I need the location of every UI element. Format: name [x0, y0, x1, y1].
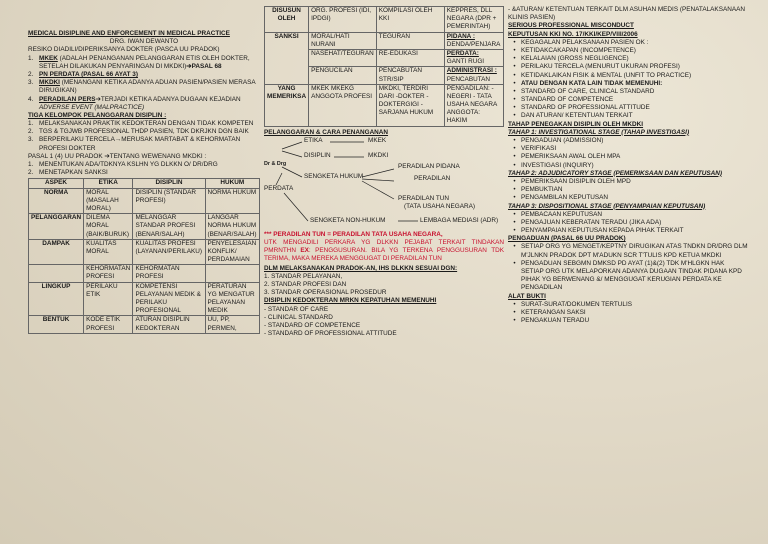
list-item: [508, 178, 748, 186]
bullet: •: [513, 112, 516, 120]
item-text: (MENANGANI KETIKA ADANYA ADUAN PASIEN/PASIEN MERASA DIRUGIKAN): [39, 79, 256, 95]
item-head: PN PERDATA (PASAL 66 AYAT 3): [39, 70, 138, 78]
bullet: •: [513, 317, 516, 325]
list-item: [28, 96, 260, 112]
arrow: [276, 173, 282, 185]
item-number: 3.: [28, 79, 34, 87]
red-text-b: : PENGGUSURAN. BILA YG TERKENA PENGGUSURAN TDK TERIMA, MAKA MEREKA MENGGUGAT DI PERADILAN TUN: [264, 247, 504, 263]
arrow: [282, 167, 302, 177]
item-number: 3.: [28, 136, 34, 144]
table-cell: LANGGAR NORMA HUKUM (BENAR/SALAH): [205, 214, 259, 240]
cell: PENCABUTAN STR/SIP: [376, 67, 444, 84]
item-text: VERIFIKASI: [521, 145, 557, 153]
item-text: STANDARD OF PROFESSIONAL ATTITUDE: [521, 104, 650, 112]
table-row: [29, 214, 260, 240]
label-mkdki: MKDKI: [368, 151, 389, 159]
cell: NASEHAT/TEGURAN: [309, 49, 377, 66]
label-disiplin: DISIPLIN: [304, 151, 331, 159]
bullet: •: [513, 79, 516, 87]
item-text: STANDARD OF CARE, CLINICAL STANDARD: [521, 87, 655, 95]
label-tun: PERADILAN TUN: [398, 194, 450, 202]
item-number: 2.: [28, 70, 34, 78]
top-text: - &ATURAN/ KETENTUAN TERKAIT DLM ASUHAN MEDIS (PENATALAKSANAAN KLINIS PASIEN): [508, 6, 745, 22]
column-right: [508, 6, 748, 325]
cell: [444, 32, 503, 49]
row-header: DAMPAK: [29, 239, 84, 265]
table-row: [265, 7, 504, 33]
item-head: MKDKI: [39, 79, 60, 87]
arrow: [362, 179, 394, 181]
list-item: [508, 145, 748, 153]
cell: PENGADILAN: - NEGERI - TATA USAHA NEGARA ANGGOTA: HAKIM: [444, 84, 503, 126]
list-item: [508, 137, 748, 145]
comparison-table: [264, 6, 504, 127]
list-item: [28, 79, 260, 95]
item-text: PENGAJUAN KEBERATAN TERADU (JIKA ADA): [521, 218, 662, 226]
disiplin-title: DISIPLIN KEDOKTERAN MRKN KEPATUHAN MEMENUHI: [264, 297, 437, 305]
stage1-title: TAHAP 1: INVESTIGATIONAL STAGE (TAHAP INVESTIGASI): [508, 128, 690, 136]
list-item: - STANDARD OF COMPETENCE: [264, 321, 361, 329]
item-body: [39, 79, 260, 95]
item-text: ➔TERJADI KETIKA ADANYA DUGAAN KEJADIAN: [95, 95, 241, 103]
column-middle: [264, 6, 504, 338]
item-text: DAN ATURAN/ KETENTUAN TERKAIT: [521, 112, 633, 120]
item-text: PENGADUAN SEBGMN DMKSD PD AYAT (1)&(2) TDK M'HLGKN HAK SETIAP ORG UTK MELAPORKAN ADANYA DUGAAN TINDAK PIDANA KPD PIHAK YG BERWENANG &/ MENGGUGAT KERUGIAN PERDATA KE PENGADILAN: [521, 259, 742, 292]
aspect-table: [28, 178, 260, 333]
list-item: [508, 104, 748, 112]
list-item: [508, 96, 748, 104]
bullet: •: [513, 104, 516, 112]
row-header: PELANGGARAN: [29, 214, 84, 240]
bullet: •: [513, 259, 516, 267]
cell-title: PIDANA :: [446, 32, 475, 40]
item-number: 2.: [28, 128, 34, 136]
bullet: •: [513, 38, 516, 46]
table-cell: [205, 265, 259, 282]
cell: [444, 67, 503, 84]
cell-title: ADMINISTRASI :: [446, 67, 497, 75]
list-item: [508, 63, 748, 71]
stage3-list: [508, 211, 748, 236]
atau-title: ATAU DENGAN KATA LAIN TIDAK MEMENUHI:: [521, 79, 663, 87]
table-cell: NORMA HUKUM: [205, 188, 259, 214]
list-item: [28, 136, 260, 152]
serious-title: SERIOUS PROFESSIONAL MISCONDUCT: [508, 22, 634, 30]
item-text: PENGAKUAN TERADU: [521, 317, 590, 325]
authority-list: [28, 161, 260, 177]
item-text: PENYAMPAIAN KEPUTUSAN KEPADA PIHAK TERKAIT: [521, 227, 684, 235]
item-text: PEMBUKTIAN: [521, 186, 563, 194]
bullet: •: [513, 55, 516, 63]
bullet: •: [513, 71, 516, 79]
column-header: ETIKA: [84, 179, 133, 188]
item-text: BERPERILAKU TERCELA→MERUSAK MARTABAT & KEHORMATAN PROFESI DOKTER: [39, 136, 241, 152]
item-text: SURAT-SURAT/DOKUMEN TERTULIS: [521, 300, 633, 308]
table-cell: MORAL (MASALAH MORAL): [84, 188, 133, 214]
pasal-text: PASAL 1 (4) UU PRADOK ➔TENTANG WEWENANG MKDKI :: [28, 152, 207, 160]
list-item: [508, 112, 748, 120]
bullet: •: [513, 96, 516, 104]
arrow: [362, 181, 394, 199]
label-perdata: PERDATA: [264, 184, 294, 192]
row-header: NORMA: [29, 188, 84, 214]
item-body: [39, 96, 260, 112]
item-text: STANDARD OF COMPETENCE: [521, 96, 614, 104]
bullet: •: [513, 46, 516, 54]
item-text: PERILAKU TERCELA (MENURUT UKURAN PROFESI): [521, 63, 680, 71]
compliance-list: [264, 306, 504, 339]
author: DRG. IWAN DEWANTO: [109, 38, 179, 46]
list-item: [508, 194, 748, 202]
table-row: [29, 316, 260, 333]
row-head-sanksi: SANKSI: [265, 32, 309, 84]
table-row: [29, 265, 260, 282]
list-item: [508, 301, 748, 309]
list-item: [508, 227, 748, 235]
tiga-title: TIGA KELOMPOK PELANGGARAN DISIPLIN :: [28, 111, 167, 119]
red-title: *** PERADILAN TUN = PERADILAN TATA USAHA NEGARA,: [264, 230, 443, 238]
item-text: PEMBACAAN KEPUTUSAN: [521, 210, 602, 218]
list-item: [508, 88, 748, 96]
table-cell: PERATURAN YG MENGATUR PELAYANAN MEDIK: [205, 282, 259, 316]
kep-title: KEPUTUSAN KKI NO. 17/KKI/KEP/VIII/2006: [508, 30, 638, 38]
bullet: •: [513, 137, 516, 144]
item-text: MENETAPKAN SANKSI: [39, 169, 108, 177]
item-text: PEMERIKSAAN DISIPLIN OLEH MPD: [521, 177, 631, 185]
label-mediasi: LEMBAGA MEDIASI (ADR): [420, 216, 499, 224]
list-item: [28, 161, 260, 169]
item-text: KETIDAKCAKAPAN (INCOMPETENCE): [521, 46, 636, 54]
violation-list: [28, 120, 260, 153]
table-row: [29, 188, 260, 214]
cell: ORG. PROFESI (IDI, IPDGI): [309, 7, 377, 33]
table-row: [265, 32, 504, 49]
aspect-table-header: [29, 179, 260, 188]
table-row: [29, 282, 260, 316]
item-text: KEGAGALAN PELAKSANAAN PASIEN OK :: [521, 38, 649, 46]
item-text: KETIDAKLAIKAN FISIK & MENTAL (UNFIT TO PRACTICE): [521, 71, 692, 79]
cell: PENGUCILAN: [309, 67, 377, 84]
item-number: 2.: [28, 169, 34, 177]
list-item: [508, 243, 748, 259]
column-header: HUKUM: [205, 179, 259, 188]
atau-list: [508, 88, 748, 121]
row-head-memeriksa: YANG MEMERIKSA: [265, 84, 309, 126]
item-body: [39, 71, 138, 79]
bullet: •: [513, 153, 516, 161]
list-item: [28, 55, 260, 71]
cell: MKDKI, TERDIRI DARI -DOKTER -DOKTERGIGI -SARJANA HUKUM: [376, 84, 444, 126]
item-text: PENGADUAN (ADMISSION): [521, 137, 604, 144]
red-text: [264, 239, 504, 264]
stage1-list: [508, 137, 748, 170]
item-text: TGS & TGJWB PROFESIONAL THDP PASIEN, TDK DKRJKN DGN BAIK: [39, 128, 249, 136]
bullet: •: [513, 210, 516, 218]
row-header: LINGKUP: [29, 282, 84, 316]
arrow: [282, 142, 302, 149]
row-head-disusun: DISUSUN OLEH: [265, 7, 309, 33]
list-item: [28, 128, 260, 136]
table-cell: KODE ETIK PROFESI: [84, 316, 133, 333]
label-sengketa: SENGKETA HUKUM: [304, 172, 364, 180]
table-row: [29, 239, 260, 265]
table-cell: KEHORMATAN PROFESI: [133, 265, 205, 282]
list-item: 1. STANDAR PELAYANAN,: [264, 272, 343, 280]
item-text: MENENTUKAN ADA/TDKNYA KSLHN YG DLKKN O/ DR/DRG: [39, 161, 218, 168]
kep-list: [508, 39, 748, 80]
atau-item: [508, 80, 748, 88]
item-text: MELAKSANAKAN PRAKTIK KEDOKTERAN DENGAN TIDAK KOMPETEN: [39, 120, 254, 128]
label-peradilan: PERADILAN: [414, 174, 451, 182]
label-drdrg: Dr & Drg: [264, 160, 287, 167]
bullet: •: [513, 87, 516, 95]
table-cell: MELANGGAR STANDAR PROFESI (BENAR/SALAH): [133, 214, 205, 240]
table-cell: DILEMA MORAL (BAIK/BURUK): [84, 214, 133, 240]
item-number: 1.: [28, 161, 34, 168]
list-item: [508, 219, 748, 227]
list-item: 3. STANDAR OPERASIONAL PROSEDUR: [264, 289, 387, 297]
stage3-title: TAHAP 3: DISPOSITIONAL STAGE (PENYAMPAIAN KEPUTUSAN): [508, 202, 706, 210]
item-text: KETERANGAN SAKSI: [521, 308, 586, 316]
list-item: - STANDAR OF CARE: [264, 305, 329, 313]
cell: MORAL/HATI NURANI: [309, 32, 377, 49]
doc-title: MEDICAL DISIPLINE AND ENFORCEMENT IN MEDICAL PRACTICE: [28, 30, 230, 37]
list-item: 2. STANDAR PROFESI DAN: [264, 280, 347, 288]
cell: RE-EDUKASI: [376, 49, 444, 66]
list-item: [508, 211, 748, 219]
intro-text: RESIKO DIADILI/DIPERIKSANYA DOKTER (PASCA UU PRADOK): [28, 46, 220, 54]
list-item: [508, 72, 748, 80]
list-item: [508, 186, 748, 194]
list-item: - STANDARD OF PROFESSIONAL ATTITUDE: [264, 330, 397, 338]
table-cell: PERILAKU ETIK: [84, 282, 133, 316]
table-cell: ATURAN DISIPLIN KEDOKTERAN: [133, 316, 205, 333]
column-header: DISIPLIN: [133, 179, 205, 188]
standard-list: [264, 273, 504, 298]
item-number: 4.: [28, 95, 34, 103]
list-item: [508, 39, 748, 47]
cell-text: PENCABUTAN: [446, 75, 490, 83]
bukti-title: ALAT BUKTI: [508, 292, 546, 300]
list-item: - CLINICAL STANDARD: [264, 313, 333, 321]
table-cell: UU, PP, PERMEN,: [205, 316, 259, 333]
bullet: •: [513, 177, 516, 185]
item-tail: ➔PASAL 68: [186, 62, 222, 70]
item-number: 1.: [28, 54, 34, 62]
table-row: [265, 84, 504, 126]
item-number: 1.: [28, 120, 34, 128]
cell: [444, 49, 503, 66]
row-header: BENTUK: [29, 316, 84, 333]
stage2-list: [508, 178, 748, 203]
list-item: [508, 260, 748, 293]
arrow: [282, 151, 302, 157]
list-item: [28, 71, 260, 79]
item-text: (ADALAH PENANGANAN PELANGGARAN ETIS OLEH DOKTER, SETELAH DILAKUKAN PENYARINGAN DI MKDKI): [39, 54, 250, 70]
item-text: KELALAIAN (GROSS NEGLIGENCE): [521, 55, 629, 63]
cell-text: DENDA/PENJARA: [446, 40, 501, 48]
item-head: MKEK: [39, 54, 58, 62]
row-header: [29, 265, 84, 282]
column-left: [28, 30, 260, 334]
table-cell: KOMPETENSI PELAYANAN MEDIK & PERILAKU PROFESIONAL: [133, 282, 205, 316]
cell-title: PERDATA:: [446, 49, 479, 57]
pengaduan-title: PENGADUAN (PASAL 66 UU PRADOK): [508, 235, 626, 243]
bullet: •: [513, 186, 516, 194]
list-item: [508, 309, 748, 317]
bullet: •: [513, 145, 516, 153]
label-nonhukum: SENGKETA NON-HUKUM: [310, 216, 386, 224]
bullet: •: [513, 243, 516, 251]
bullet: •: [513, 308, 516, 316]
bullet: •: [513, 161, 516, 169]
handling-diagram: [264, 137, 504, 231]
cell-text: GANTI RUGI: [446, 58, 485, 66]
table-cell: KUALITAS PROFESI (LAYANAN/PERILAKU): [133, 239, 205, 265]
red-ex: EX: [300, 247, 309, 255]
bukti-list: [508, 301, 748, 326]
label-mkek: MKEK: [368, 136, 387, 144]
arrow: [284, 193, 308, 221]
red-text-a: UTK MENGADILI PERKARA YG DLKKN PEJABAT TERKAIT TINDAKAN PMRNTHN: [264, 239, 504, 255]
list-item: [508, 153, 748, 161]
item-tail: ADVERSE EVENT (MALPRACTICE): [39, 103, 145, 111]
arrow: [362, 169, 394, 177]
bullet: •: [513, 194, 516, 202]
item-text: SETIAP ORG YG MENGET/KEPTNY DIRUGIKAN ATAS TNDKN DR/DRG DLM M'JLNKN PRADOK DPT M'ADUKN SCR T'TULIS KPD KETUA MKDKI: [521, 243, 748, 259]
list-item: [508, 162, 748, 170]
item-text: PENGAMBILAN KEPUTUSAN: [521, 194, 609, 202]
table-cell: PENYELESAIAN KONFLIK/ PERDAMAIAN: [205, 239, 259, 265]
list-item: [508, 317, 748, 325]
risk-list: [28, 55, 260, 112]
bullet: •: [513, 300, 516, 308]
cell: KOMPILASI OLEH KKI: [376, 7, 444, 33]
item-text: PEMERIKSAAN AWAL OLEH MPA: [521, 153, 621, 161]
item-body: [39, 55, 260, 71]
tahap-title: TAHAP PENEGAKAN DISIPLIN OLEH MKDKI: [508, 120, 644, 128]
item-text: INVESTIGASI (INQUIRY): [521, 161, 594, 169]
label-tun-full: (TATA USAHA NEGARA): [404, 202, 476, 210]
list-item: [28, 169, 260, 177]
table-cell: KUALITAS MORAL: [84, 239, 133, 265]
label-etika: ETIKA: [304, 136, 323, 144]
list-item: [28, 120, 260, 128]
cell: MKEK MKEKG ANGGOTA PROFESI: [309, 84, 377, 126]
table-cell: KEHORMATAN PROFESI: [84, 265, 133, 282]
list-item: [508, 47, 748, 55]
cell: TEGURAN: [376, 32, 444, 49]
bullet: •: [513, 218, 516, 226]
column-header: ASPEK: [29, 179, 84, 188]
table-cell: DISIPLIN (STANDAR PROFESI): [133, 188, 205, 214]
pengaduan-list: [508, 243, 748, 292]
bullet: •: [513, 227, 516, 235]
list-item: [508, 55, 748, 63]
penanganan-title: PELANGGARAN & CARA PENANGANAN: [264, 128, 389, 136]
mkdki-title: DLM MELAKSANAKAN PRADOK-AN, IHS DLKKN SESUAI DGN:: [264, 264, 458, 272]
bullet: •: [513, 63, 516, 71]
item-head: PERADILAN PERS: [39, 95, 96, 103]
stage2-title: TAHAP 2: ADJUDICATORY STAGE (PEMERIKSAAN DAN KEPUTUSAN): [508, 169, 722, 177]
cell: KEPPRES, DLL NEGARA (DPR + PEMERINTAH): [444, 7, 503, 33]
label-pidana: PERADILAN PIDANA: [398, 162, 460, 170]
